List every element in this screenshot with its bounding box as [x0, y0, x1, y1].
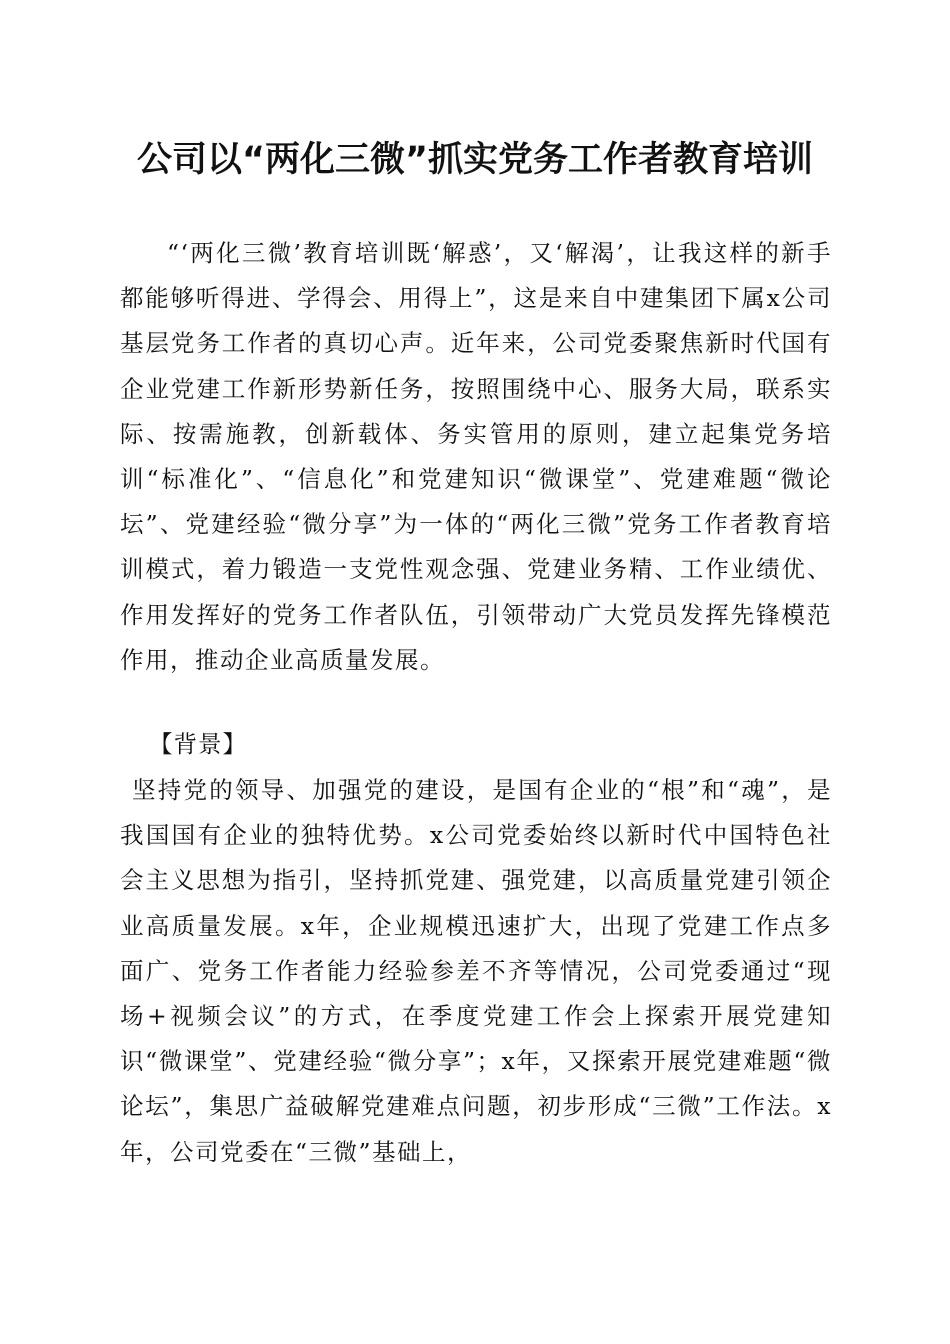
background-paragraph: 坚持党的领导、加强党的建设，是国有企业的“根”和“魂”，是我国国有企业的独特优势。x公司党委始终以新时代中国特色社会主义思想为指引，坚持抓党建、强党建，以高质量党建引领企业高质量发展。x年，企业规模迅速扩大，出现了党建工作点多面广、党务工作者能力经验参差不齐等情况，公司党委通过“现场+视频会议”的方式，在季度党建工作会上探索开展党建知识“微课堂”、党建经验“微分享”；x年，又探索开展党建难题“微论坛”，集思广益破解党建难点问题，初步形成“三微”工作法。x年，公司党委在“三微”基础上， [120, 776, 832, 1166]
document-title: 公司以“两化三微”抓实党务工作者教育培训 [136, 140, 813, 180]
section-heading-background: 【背景】 [149, 730, 247, 758]
intro-paragraph: “‘两化三微’教育培训既‘解惑’，又‘解渴’，让我这样的新手都能够听得进、学得会、用得上”，这是来自中建集团下属x公司基层党务工作者的真切心声。近年来，公司党委聚焦新时代国有企业党建工作新形势新任务，按照围绕中心、服务大局，联系实际、按需施教，创新载体、务实管用的原则，建立起集党务培训“标准化”、“信息化”和党建知识“微课堂”、党建难题“微论坛”、党建经验“微分享”为一体的“两化三微”党务工作者教育培训模式，着力锻造一支党性观念强、党建业务精、工作业绩优、作用发挥好的党务工作者队伍，引领带动广大党员发挥先锋模范作用，推动企业高质量发展。 [120, 239, 832, 674]
